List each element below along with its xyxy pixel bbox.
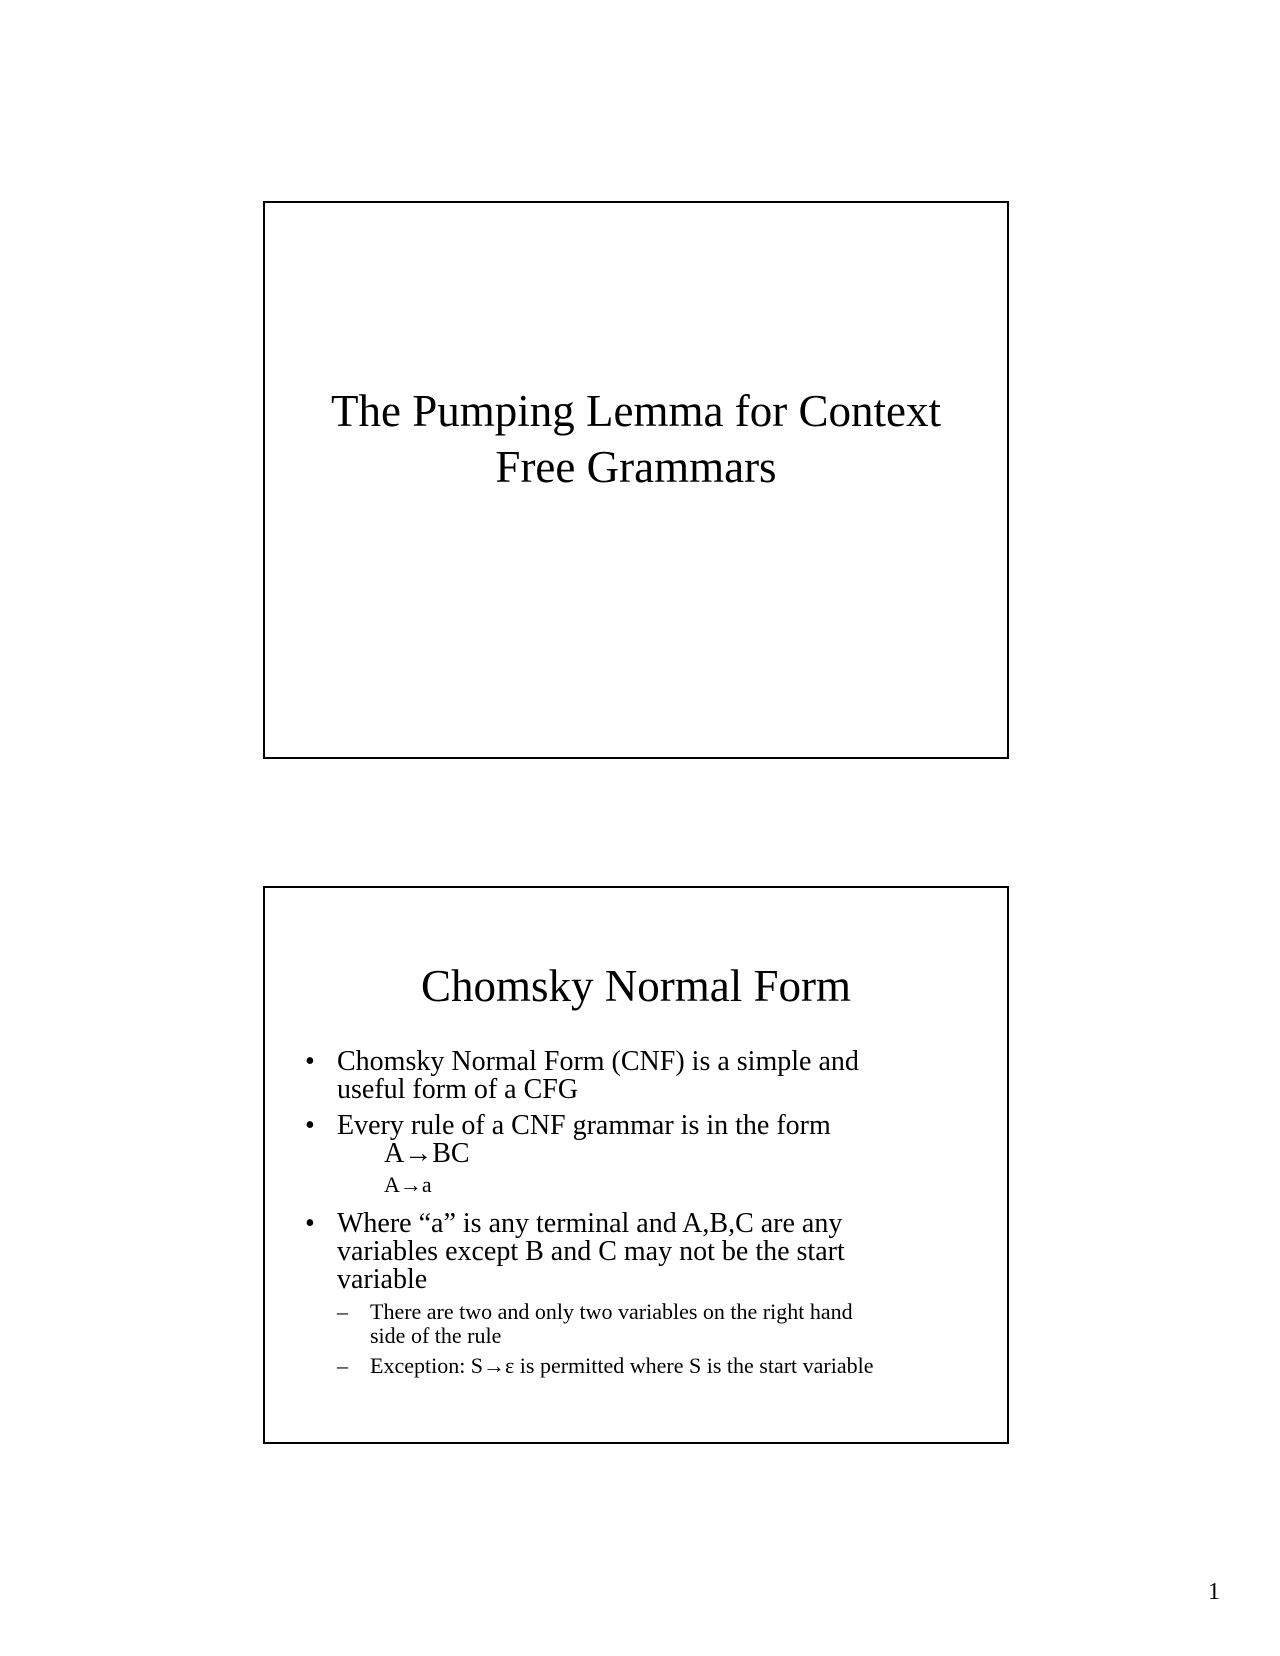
- slide-2: [263, 886, 1009, 1444]
- sub-bullet-list: [337, 1300, 985, 1378]
- bullet-list: [305, 1048, 985, 1386]
- bullet-icon: •: [305, 1208, 315, 1239]
- sub-bullet-item: [337, 1354, 985, 1378]
- sub-bullet-text-line: Exception: S→ε is permitted where S is the start variable: [370, 1353, 874, 1378]
- dash-icon: –: [337, 1299, 348, 1324]
- sub-bullet-text-line: There are two and only two variables on the right hand: [370, 1299, 853, 1324]
- sub-bullet-item: [337, 1300, 985, 1348]
- grammar-rule: A→a: [384, 1172, 432, 1197]
- bullet-item: [305, 1048, 985, 1104]
- bullet-icon: •: [305, 1110, 315, 1141]
- bullet-text-line: useful form of a CFG: [337, 1074, 579, 1105]
- bullet-item: [305, 1210, 985, 1378]
- dash-icon: –: [337, 1353, 348, 1378]
- slide-1-title: [265, 383, 1007, 495]
- bullet-text-line: variable: [337, 1264, 428, 1295]
- slide-1: [263, 201, 1009, 759]
- bullet-item: [305, 1112, 985, 1202]
- sub-bullet-text-line: side of the rule: [370, 1323, 502, 1348]
- grammar-rule: A→BC: [384, 1138, 470, 1169]
- slide-1-title-line-2: Free Grammars: [495, 442, 777, 492]
- slide-1-title-line-1: The Pumping Lemma for Context: [331, 386, 941, 436]
- bullet-text-line: Every rule of a CNF grammar is in the form: [337, 1110, 831, 1141]
- bullet-text-line: Chomsky Normal Form (CNF) is a simple and: [337, 1046, 859, 1077]
- page-number: 1: [1208, 1579, 1220, 1605]
- slide-2-title: Chomsky Normal Form: [420, 961, 851, 1011]
- bullet-text-line: Where “a” is any terminal and A,B,C are any: [337, 1208, 843, 1239]
- bullet-icon: •: [305, 1046, 315, 1077]
- bullet-text-line: variables except B and C may not be the start: [337, 1236, 845, 1267]
